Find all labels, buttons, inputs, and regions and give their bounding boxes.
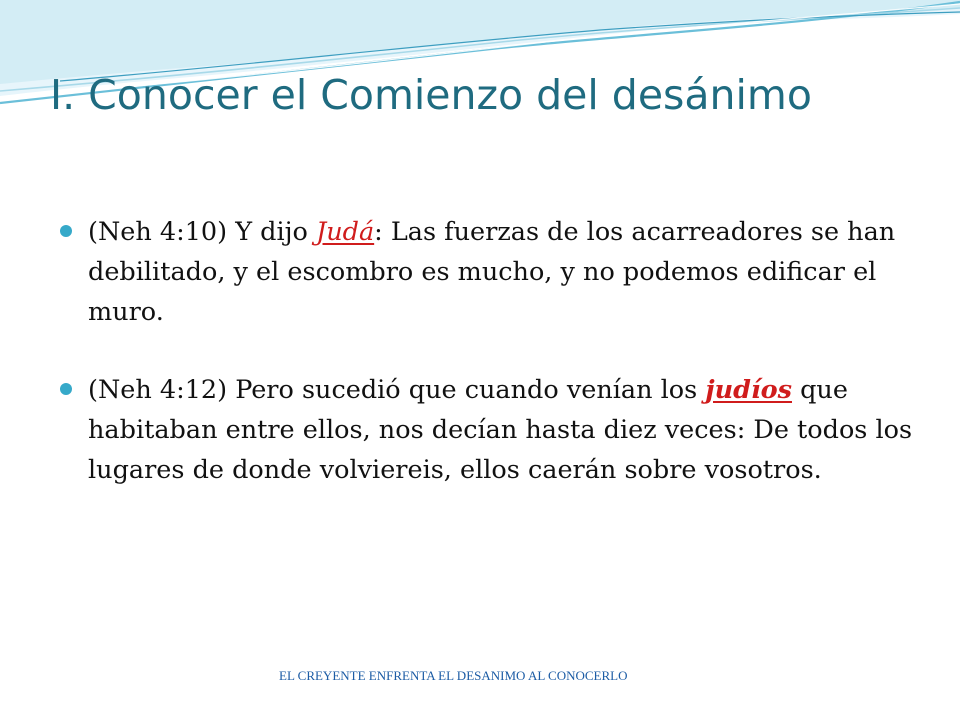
highlighted-word: judíos <box>705 375 792 405</box>
highlighted-word: Judá <box>315 217 375 247</box>
bullet-text-before: (Neh 4:10) Y dijo <box>88 217 316 247</box>
bullet-item-neh-4-10 <box>60 212 920 332</box>
bullet-dot-icon <box>60 383 72 395</box>
slide-footer: EL CREYENTE ENFRENTA EL DESANIMO AL CONOCERLO <box>279 668 628 683</box>
bullet-dot-icon <box>60 225 72 237</box>
bullet-text-before: (Neh 4:12) Pero sucedió que cuando venían los <box>88 375 706 405</box>
bullet-item-neh-4-12 <box>60 370 920 490</box>
bullet-text-after: : Las fuerzas de los acarreadores se han debilitado, y el escombro es mucho, y no podemos edificar el muro. <box>88 217 896 327</box>
slide-title: I. Conocer el Comienzo del desánimo <box>50 71 812 119</box>
bullet-list <box>60 212 920 490</box>
bullet-text-after: que habitaban entre ellos, nos decían hasta diez veces: De todos los lugares de donde volviereis, ellos caerán sobre vosotros. <box>88 375 913 485</box>
